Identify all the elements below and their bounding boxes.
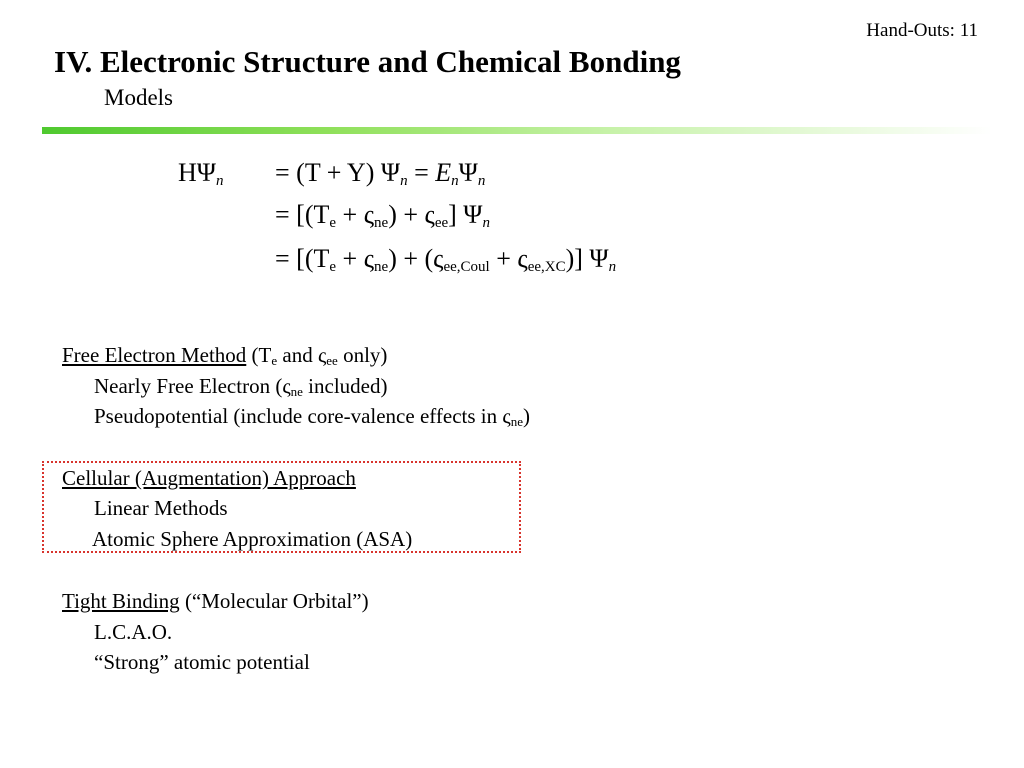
eq3-xc: ee,XC [527,259,566,275]
eq2-ne: ne [374,215,389,231]
equation-line-1 [275,158,485,190]
heading-rest-c: only) [337,343,388,367]
eq2-a: = [(T [275,200,330,229]
heading-rest-e: e [271,353,278,368]
eq2-c: ) + ς [388,200,435,229]
asa-item: Atomic Sphere Approximation (ASA) [92,527,413,551]
pp-b: ) [522,404,530,428]
pp-a: Pseudopotential (include core-valence effects in ς [94,404,511,428]
eq1-c: Ψ [458,158,478,187]
strong-atomic-potential-item: “Strong” atomic potential [94,650,310,674]
eq1-n2: n [451,173,459,189]
heading-rest-b: and ς [277,343,327,367]
nfe-b: included) [302,374,388,398]
eq3-c: ) + (ς [388,244,444,273]
eq2-b: + ς [336,200,375,229]
eq3-f: )] Ψ [565,244,609,273]
eq3-a: = [(T [275,244,330,273]
lcao-item: L.C.A.O. [94,620,173,644]
pseudopotential-item [94,404,530,430]
heading-rest-a: (T [246,343,272,367]
section-tight-binding-heading [62,589,369,614]
eq-lhs-H: H [178,158,197,187]
eq1-n3: n [477,173,486,189]
eq-lhs-n: n [215,173,224,189]
green-divider-bar [42,127,992,134]
tight-binding-rest: (“Molecular Orbital”) [179,589,369,613]
eq2-e: e [329,215,337,231]
cellular-approach-label: Cellular (Augmentation) Approach [62,466,356,490]
tight-binding-label: Tight Binding [62,589,180,613]
eq3-n: n [608,259,617,275]
nfe-a: Nearly Free Electron (ς [94,374,291,398]
nearly-free-electron-item [94,374,387,400]
eq2-ee: ee [434,215,449,231]
pp-ne: ne [510,414,523,429]
section-free-electron-heading [62,343,387,369]
equation-line-3 [275,244,616,276]
eq1-a: = (T + Y) Ψ [275,158,401,187]
free-electron-method-label: Free Electron Method [62,343,247,367]
eq3-e: e [329,259,337,275]
eq3-d: + ς [489,244,528,273]
slide-subtitle: Models [104,85,173,110]
eq3-b: + ς [336,244,375,273]
eq3-coul: ee,Coul [443,259,490,275]
handouts-page-number: Hand-Outs: 11 [866,20,978,41]
eq2-d: ] Ψ [448,200,483,229]
heading-rest-ee: ee [326,353,338,368]
eq1-b: = [407,158,436,187]
slide-title: IV. Electronic Structure and Chemical Bonding [54,44,681,79]
linear-methods-item: Linear Methods [94,496,228,520]
equation-lhs [178,158,223,190]
eq-lhs-psi: Ψ [196,158,216,187]
eq3-ne: ne [374,259,389,275]
nfe-ne: ne [290,384,303,399]
section-cellular-heading [62,466,356,491]
equation-line-2 [275,200,490,232]
eq1-n1: n [400,173,408,189]
eq1-E: E [435,158,452,187]
eq2-n: n [482,215,490,231]
